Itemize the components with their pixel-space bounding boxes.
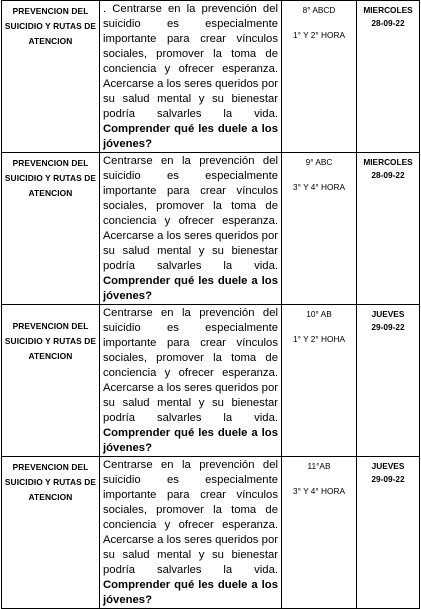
description-text: [100, 457, 281, 608]
table-row: [2, 1, 420, 153]
description-lead: Centrarse en la prevención del suicidio es especialmente importante para crear vínculos sociales, promover la toma de conciencia y ofrecer esperanza. Acercarse a los seres queridos por su salud mental y su bienestar podría salvarles la vida.: [103, 459, 278, 576]
topic-cell: [2, 305, 100, 457]
group-grades: 9° ABC: [305, 157, 333, 167]
group-cell: [282, 1, 357, 153]
description-question: Comprender qué les duele a los jóvenes?: [103, 427, 278, 454]
table-row: [2, 305, 420, 457]
description-lead: Centrarse en la prevención del suicidio es especialmente importante para crear vínculos sociales, promover la toma de conciencia y ofrecer esperanza. Acercarse a los seres queridos por su salud mental y su bienestar podría salvarles la vida.: [103, 307, 278, 424]
description-cell: [100, 1, 282, 153]
group-hours: 3° Y 4° HORA: [293, 182, 345, 192]
description-question: Comprender qué les duele a los jóvenes?: [103, 579, 278, 606]
date-label: 28-09-22: [371, 170, 405, 180]
description-lead: Centrarse en la prevención del suicidio es especialmente importante para crear vínculos sociales, promover la toma de conciencia y ofrecer esperanza. Acercarse a los seres queridos por su salud mental y su bienestar podría salvarles la vida.: [103, 155, 278, 272]
description-question: Comprender qué les duele a los jóvenes?: [103, 123, 278, 150]
date-cell: [357, 457, 420, 609]
topic-text: PREVENCION DEL SUICIDIO Y RUTAS DE ATENCION: [4, 158, 97, 198]
topic-cell: [2, 457, 100, 609]
day-label: JUEVES: [371, 461, 405, 471]
description-cell: [100, 457, 282, 609]
description-text: [100, 305, 281, 456]
date-cell: [357, 153, 420, 305]
description-lead: . Centrarse en la prevención del suicidio es especialmente importante para crear vínculos sociales, promover la toma de conciencia y ofrecer esperanza. Acercarse a los seres queridos por su salud mental y su bienestar podría salvarles la vida.: [103, 3, 278, 120]
date-label: 29-09-22: [371, 474, 405, 484]
date-cell: [357, 1, 420, 153]
description-question: Comprender qué les duele a los jóvenes?: [103, 275, 278, 302]
topic-cell: [2, 153, 100, 305]
topic-text: PREVENCION DEL SUICIDIO Y RUTAS DE ATENCION: [4, 462, 97, 502]
date-cell: [357, 305, 420, 457]
topic-text: PREVENCION DEL SUICIDIO Y RUTAS DE ATENCION: [4, 321, 97, 361]
group-cell: [282, 457, 357, 609]
group-hours: 1° Y 2° HOHA: [293, 334, 345, 344]
group-grades: 11°AB: [307, 461, 331, 471]
day-label: MIERCOLES: [363, 5, 413, 15]
description-cell: [100, 153, 282, 305]
date-label: 29-09-22: [371, 322, 405, 332]
group-hours: 1° Y 2° HORA: [293, 30, 345, 40]
group-grades: 10° AB: [306, 309, 332, 319]
day-label: MIERCOLES: [363, 157, 413, 167]
date-label: 28-09-22: [371, 18, 405, 28]
group-hours: 3° Y 4° HORA: [293, 486, 345, 496]
group-cell: [282, 305, 357, 457]
description-cell: [100, 305, 282, 457]
table-row: [2, 153, 420, 305]
table-row: [2, 457, 420, 609]
group-cell: [282, 153, 357, 305]
description-text: [100, 153, 281, 304]
topic-cell: [2, 1, 100, 153]
group-grades: 8° ABCD: [302, 5, 336, 15]
day-label: JUEVES: [371, 309, 405, 319]
topic-text: PREVENCION DEL SUICIDIO Y RUTAS DE ATENCION: [4, 6, 97, 46]
description-text: [100, 1, 281, 152]
schedule-table: [1, 0, 420, 609]
